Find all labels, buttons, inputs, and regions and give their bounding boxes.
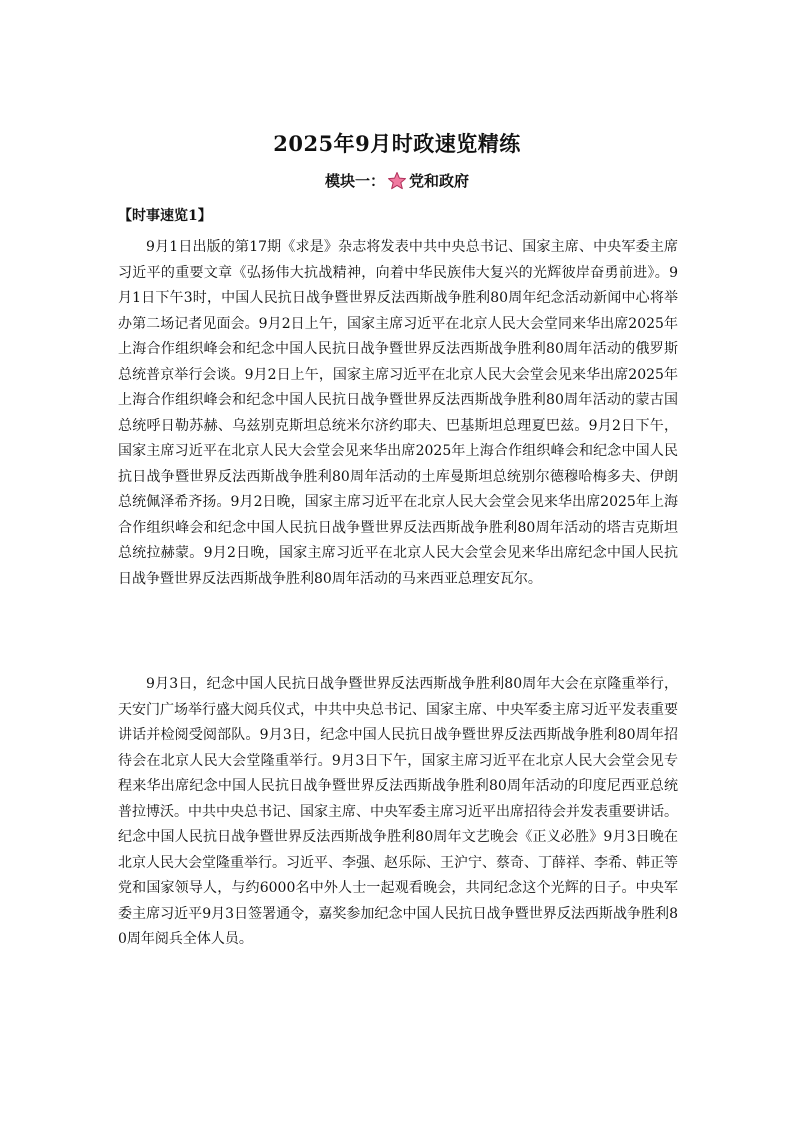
paragraph-1: 9月1日出版的第17期《求是》杂志将发表中共中央总书记、国家主席、中央军委主席习近平的重要文章《弘扬伟大抗战精神，向着中华民族伟大复兴的光辉彼岸奋勇前进》。9月1日下午3时，中国人民抗日战争暨世界反法西斯战争胜利80周年纪念活动新闻中心将举办第二场记者见面会。9月2日上午，国家主席习近平在北京人民大会堂同来华出席2025年上海合作组织峰会和纪念中国人民抗日战争暨世界反法西斯战争胜利80周年活动的俄罗斯总统普京举行会谈。9月2日上午，国家主席习近平在北京人民大会堂会见来华出席2025年上海合作组织峰会和纪念中国人民抗日战争暨世界反法西斯战争胜利80周年活动的蒙古国总统呼日勒苏赫、乌兹别克斯坦总统米尔济约耶夫、巴基斯坦总理夏巴兹。9月2日下午，国家主席习近平在北京人民大会堂会见来华出席2025年上海合作组织峰会和纪念中国人民抗日战争暨世界反法西斯战争胜利80周年活动的土库曼斯坦总统别尔德穆哈梅多夫、伊朗总统佩泽希齐扬。9月2日晚，国家主席习近平在北京人民大会堂会见来华出席2025年上海合作组织峰会和纪念中国人民抗日战争暨世界反法西斯战争胜利80周年活动的塔吉克斯坦总统拉赫蒙。9月2日晚，国家主席习近平在北京人民大会堂会见来华出席纪念中国人民抗日战争暨世界反法西斯战争胜利80周年活动的马来西亚总理安瓦尔。	[118, 239, 678, 587]
star-icon	[387, 171, 407, 191]
module-name: 党和政府	[409, 172, 470, 190]
section-label: 【时事速览1】	[118, 208, 212, 224]
paragraph-2: 9月3日，纪念中国人民抗日战争暨世界反法西斯战争胜利80周年大会在京隆重举行，天安门广场举行盛大阅兵仪式，中共中央总书记、国家主席、中央军委主席习近平发表重要讲话并检阅受阅部队。9月3日，纪念中国人民抗日战争暨世界反法西斯战争胜利80周年招待会在北京人民大会堂隆重举行。9月3日下午，国家主席习近平在北京人民大会堂会见专程来华出席纪念中国人民抗日战争暨世界反法西斯战争胜利80周年活动的印度尼西亚总统普拉博沃。中共中央总书记、国家主席、中央军委主席习近平出席招待会并发表重要讲话。纪念中国人民抗日战争暨世界反法西斯战争胜利80周年文艺晚会《正义必胜》9月3日晚在北京人民大会堂隆重举行。习近平、李强、赵乐际、王沪宁、蔡奇、丁薛祥、李希、韩正等党和国家领导人，与约6000名中外人士一起观看晚会，共同纪念这个光辉的日子。中央军委主席习近平9月3日签署通令，嘉奖参加纪念中国人民抗日战争暨世界反法西斯战争胜利80周年阅兵全体人员。	[118, 676, 678, 947]
module-prefix: 模块一：	[324, 172, 385, 190]
document-title: 2025年9月时政速览精练	[273, 131, 521, 156]
module-heading	[0, 170, 794, 191]
